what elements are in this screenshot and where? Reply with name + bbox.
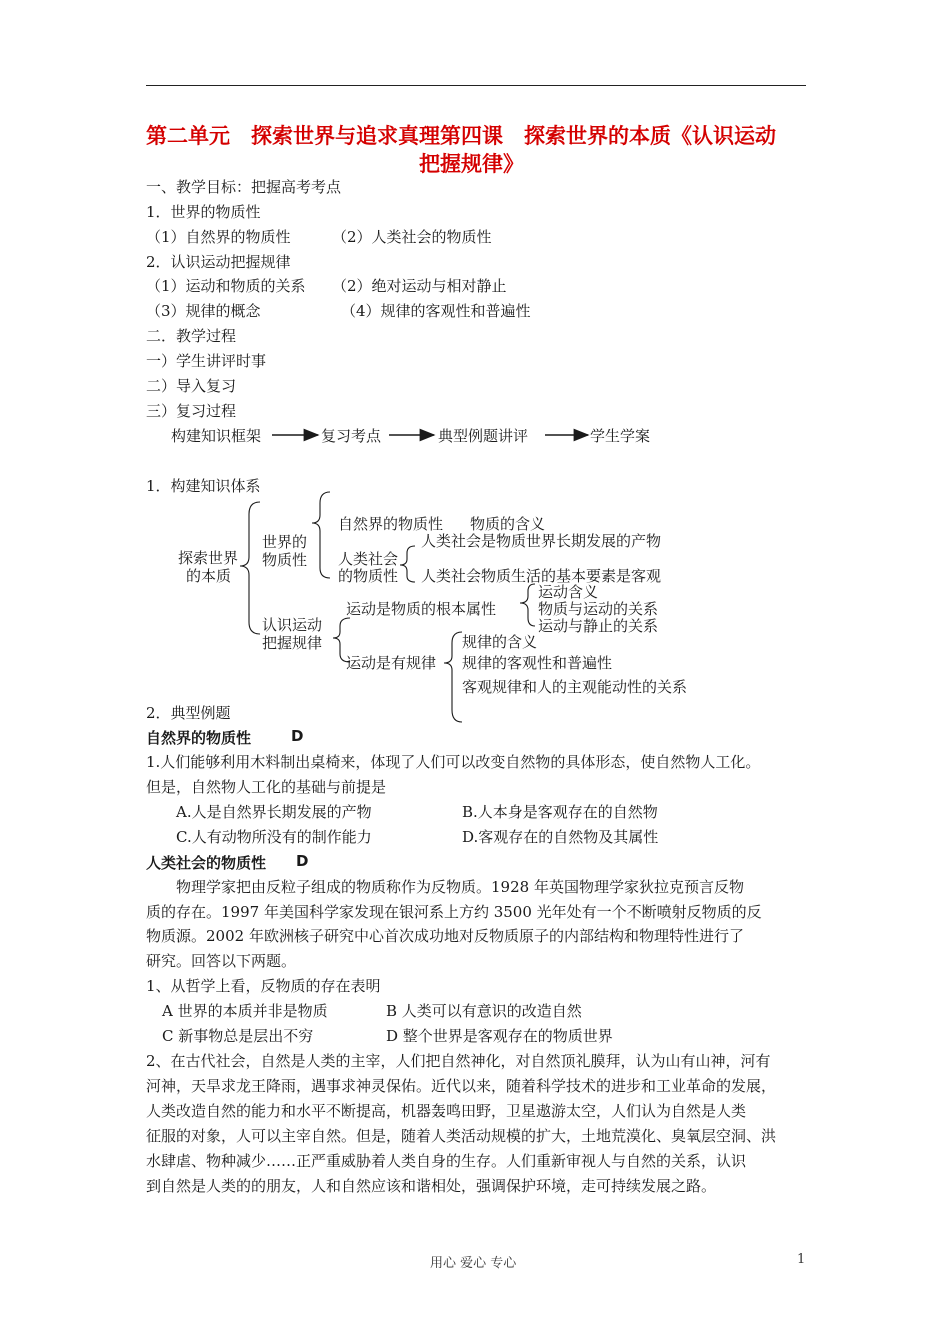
examples-title: 2．典型例题 [146,704,231,722]
goal-1b: （2）人类社会的物质性 [332,228,492,246]
goal-1: 1．世界的物质性 [146,203,261,221]
tree-society-line2: 的物质性 [338,567,399,585]
goal-2: 2．认识运动把握规律 [146,253,291,271]
tree-law-c: 客观规律和人的主观能动性的关系 [462,678,688,696]
footer-text: 用心 爱心 专心 [430,1256,517,1271]
q1-option-c: C.人有动物所没有的制作能力 [176,828,372,846]
brace-society [400,546,415,582]
document-title-line1: 第二单元 探索世界与追求真理第四课 探索世界的本质《认识运动 [146,124,776,148]
process-2: 二）导入复习 [146,377,237,395]
q2-option-d: D 整个世界是客观存在的物质世界 [386,1027,613,1045]
tree-society-b: 人类社会物质生活的基本要素是客观 [421,567,662,585]
tree-rule-line1: 认识运动 [262,616,323,634]
page-number: 1 [797,1252,806,1267]
brace-world [312,492,330,578]
tree-motion-c: 运动与静止的关系 [538,617,659,635]
q1-line1: 1.人们能够利用木料制出桌椅来，体现了人们可以改变自然物的具体形态，使自然物人工化。 [146,753,761,771]
goal-2a: （1）运动和物质的关系 [146,277,306,295]
heading-nature: 自然界的物质性 [146,729,252,747]
flow-step-2: 复习考点 [321,427,382,445]
tree-motion-b: 物质与运动的关系 [538,600,659,618]
tree-nature: 自然界的物质性 [338,515,444,533]
tree-root-line1: 探索世界 [178,549,239,567]
flow-step-4: 学生学案 [590,427,651,445]
para2-line5: 水肆虐、物种减少……正严重威胁着人类自身的生存。人们重新审视人与自然的关系，认识 [146,1152,747,1170]
para2-line2: 河神，天旱求龙王降雨，遇事求神灵保佑。近代以来，随着科学技术的进步和工业革命的发展， [146,1077,777,1095]
tree-law-a: 规律的含义 [462,633,538,651]
tree-world-line1: 世界的 [262,533,308,551]
q1-option-a: A.人是自然界长期发展的产物 [176,803,372,821]
flow-step-3: 典型例题讲评 [438,427,529,445]
tree-rule-line2: 把握规律 [262,634,323,652]
tree-motion-a: 运动含义 [538,583,599,601]
tree-motion-attr: 运动是物质的根本属性 [346,600,497,618]
para1-line2: 质的存在。1997 年美国科学家发现在银河系上方约 3500 光年处有一个不断喷射反物质的反 [146,903,762,921]
q1-option-d: D.客观存在的自然物及其属性 [462,828,659,846]
goal-2d: （4）规律的客观性和普遍性 [341,302,531,320]
knowledge-title: 1．构建知识体系 [146,477,261,495]
tree-law: 运动是有规律 [346,654,437,672]
goal-1a: （1）自然界的物质性 [146,228,291,246]
para1-line3: 物质源。2002 年欧洲核子研究中心首次成功地对反物质原子的内部结构和物理特性进行了 [146,927,744,945]
tree-world-line2: 物质性 [262,551,308,569]
document-title-line2: 把握规律》 [419,152,524,176]
heading-society: 人类社会的物质性 [146,854,267,872]
para2-line4: 征服的对象，人可以主宰自然。但是，随着人类活动规模的扩大，土地荒漠化、臭氧层空洞、洪 [146,1127,777,1145]
q2-option-a: A 世界的本质并非是物质 [162,1002,328,1020]
para1-line4: 研究。回答以下两题。 [146,952,297,970]
para2-line1: 2、在古代社会，自然是人类的主宰，人们把自然神化，对自然顶礼膜拜，认为山有山神，河有 [146,1052,771,1070]
q2-option-c: C 新事物总是层出不穷 [162,1027,314,1045]
tree-society-a: 人类社会是物质世界长期发展的产物 [421,532,662,550]
tree-society-line1: 人类社会 [338,550,399,568]
heading-nature-answer: D [291,727,304,745]
tree-root-line2: 的本质 [186,567,232,585]
brace-law [444,632,462,722]
tree-matter-def: 物质的含义 [470,515,546,533]
goal-2b: （2）绝对运动与相对静止 [332,277,507,295]
q2-option-b: B 人类可以有意识的改造自然 [386,1002,582,1020]
flow-step-1: 构建知识框架 [171,427,262,445]
para2-line6: 到自然是人类的的朋友，人和自然应该和谐相处，强调保护环境，走可持续发展之路。 [146,1177,717,1195]
process-1: 一）学生讲评时事 [146,352,267,370]
q1-option-b: B.人本身是客观存在的自然物 [462,803,658,821]
goal-2c: （3）规律的概念 [146,302,261,320]
para1-line1: 物理学家把由反粒子组成的物质称作为反物质。1928 年英国物理学家狄拉克预言反物 [176,878,744,896]
section-process: 二．教学过程 [146,327,237,345]
heading-society-answer: D [296,852,309,870]
brace-motion [520,584,535,626]
brace-root [240,502,260,634]
q2: 1、从哲学上看，反物质的存在表明 [146,977,381,995]
section-goals: 一、教学目标：把握高考考点 [146,178,342,196]
para2-line3: 人类改造自然的能力和水平不断提高，机器轰鸣田野，卫星遨游太空，人们认为自然是人类 [146,1102,747,1120]
process-3: 三）复习过程 [146,402,237,420]
tree-law-b: 规律的客观性和普遍性 [462,654,613,672]
q1-line2: 但是，自然物人工化的基础与前提是 [146,778,387,796]
